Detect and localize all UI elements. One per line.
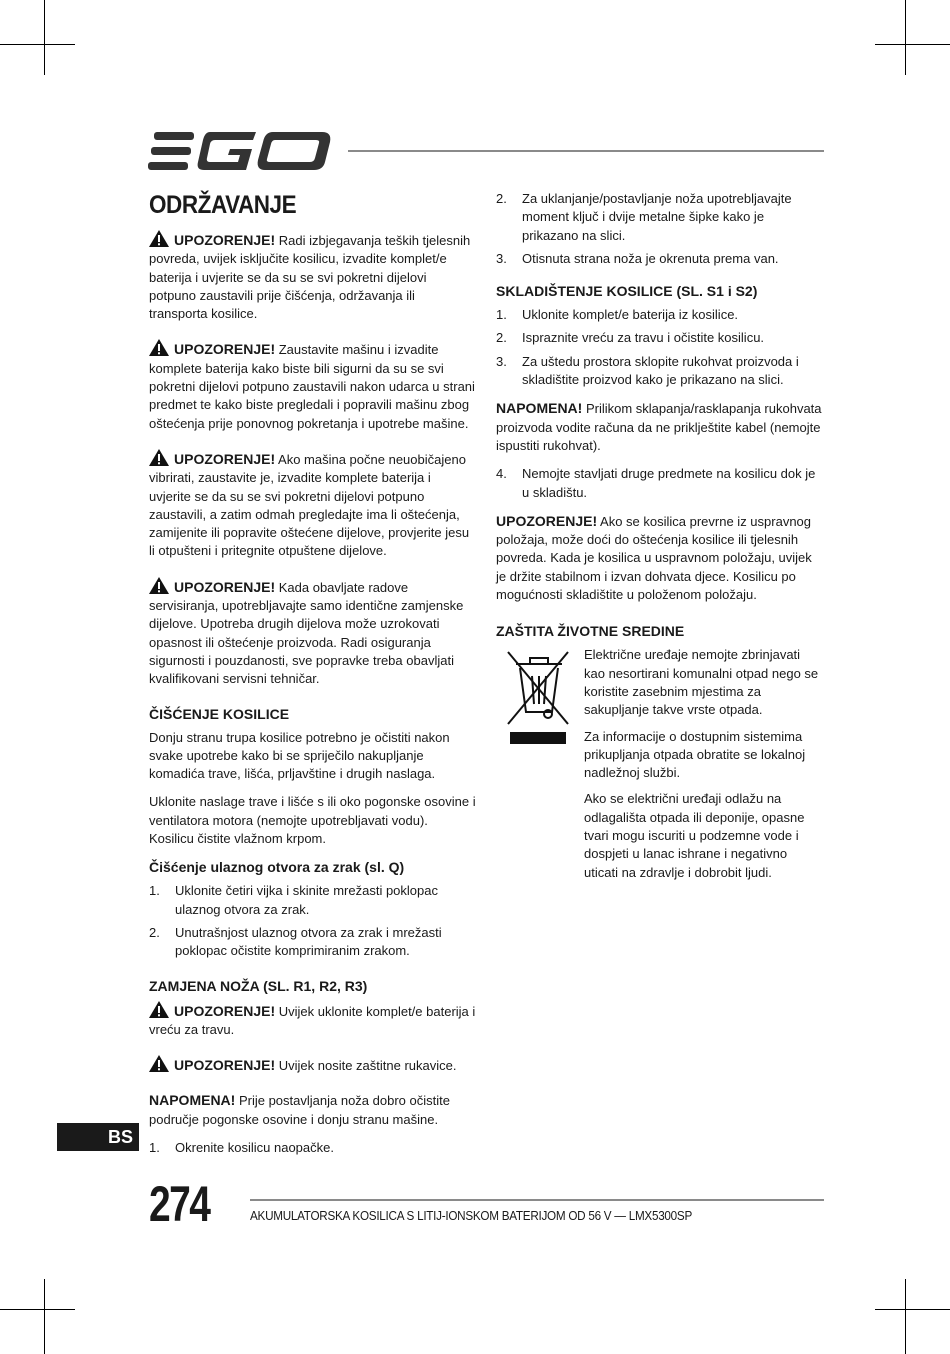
warning-label: UPOZORENJE! <box>496 512 598 529</box>
left-column <box>149 190 476 1167</box>
crop-mark <box>0 44 75 45</box>
warning-paragraph <box>149 1055 476 1075</box>
page-title: ODRŽAVANJE <box>149 191 297 219</box>
list-text: Otisnuta strana noža je okrenuta prema van. <box>522 250 779 266</box>
warning-label: UPOZORENJE! <box>174 1002 276 1019</box>
warning-paragraph <box>496 512 824 604</box>
warning-triangle-icon <box>149 230 169 247</box>
list-number: 2. <box>496 191 507 206</box>
body-paragraph: Donju stranu trupa kosilice potrebno je očistiti nakon svake upotrebe kako bi se spriječilo nakupljanje komadića trave, lišća, prljavštine i drugih naslaga. <box>149 729 450 782</box>
note-text: Prije postavljanja noža dobro očistite područje pogonske osovine i donju stranu mašine. <box>149 1093 450 1127</box>
footer-product-title: AKUMULATORSKA KOSILICA S LITIJ-IONSKOM BATERIJOM OD 56 V — LMX5300SP <box>250 1208 692 1223</box>
warning-paragraph <box>149 339 476 432</box>
list-item <box>496 190 824 245</box>
crop-mark <box>905 1279 906 1354</box>
list-number: 3. <box>496 250 507 266</box>
warning-triangle-icon <box>149 449 169 466</box>
numbered-list <box>149 1139 476 1157</box>
list-item <box>149 1139 476 1157</box>
list-number: 1. <box>149 1139 160 1155</box>
warning-triangle-icon <box>149 339 169 356</box>
list-item <box>496 250 824 268</box>
list-item <box>149 924 476 961</box>
body-paragraph: Električne uređaje nemojte zbrinjavati kao nesortirani komunalni otpad nego se koristite zasebnim mjestima za sakupljanje takve vrste otpada. <box>584 647 819 718</box>
warning-triangle-icon <box>149 577 169 594</box>
list-item <box>149 882 476 919</box>
warning-label: UPOZORENJE! <box>174 578 276 595</box>
section-heading-cleaning: ČIŠĆENJE KOSILICE <box>149 705 290 722</box>
list-text: Ispraznite vreću za travu i očistite kosilicu. <box>522 330 765 346</box>
page-number: 274 <box>149 1176 210 1232</box>
header-rule <box>348 150 824 152</box>
list-text: Nemojte stavljati druge predmete na kosilicu dok je u skladištu. <box>522 466 816 500</box>
crop-mark <box>875 44 950 45</box>
section-heading-environment: ZAŠTITA ŽIVOTNE SREDINE <box>496 623 685 640</box>
body-paragraph: Za informacije o dostupnim sistemima prikupljanja otpada obratite se lokalnoj nadležnoj službi. <box>584 728 806 781</box>
list-text: Za uklanjanje/postavljanje noža upotrebljavajte moment ključ i dvije metalne šipke kako je prikazano na slici. <box>522 191 792 243</box>
list-number: 3. <box>496 353 507 369</box>
warning-paragraph <box>149 230 476 323</box>
warning-paragraph <box>149 1001 476 1040</box>
list-text: Okrenite kosilicu naopačke. <box>175 1139 334 1155</box>
right-column <box>496 190 824 890</box>
list-text: Uklonite komplet/e baterija iz kosilice. <box>522 307 739 323</box>
warning-triangle-icon <box>149 1055 169 1072</box>
numbered-list <box>496 465 824 502</box>
environment-block <box>496 646 824 890</box>
crossed-out-wheelie-bin-icon <box>496 646 584 890</box>
warning-label: UPOZORENJE! <box>174 1057 276 1074</box>
warning-text: Ako se kosilica prevrne iz uspravnog položaja, može doći do oštećenja kosilice ili tjelesnih povreda. Kada je kosilica u uspravnom položaju, uvijek je držite stabilnom i izvan dohvata djece. Kosilicu po mogućnosti skladištite u položenom položaju. <box>496 513 812 603</box>
crop-mark <box>44 1279 45 1354</box>
crop-mark <box>875 1309 950 1310</box>
numbered-list <box>149 882 476 960</box>
list-item <box>496 306 824 324</box>
warning-label: UPOZORENJE! <box>174 232 276 248</box>
note-text: Prilikom sklapanja/rasklapanja rukohvata proizvoda vodite računa da ne priklještite kabel (nemojte ispustiti rukohvat). <box>496 401 822 453</box>
note-paragraph <box>496 399 824 455</box>
list-number: 2. <box>496 330 507 346</box>
warning-label: UPOZORENJE! <box>174 450 276 467</box>
subheading-air-intake: Čišćenje ulaznog otvora za zrak (sl. Q) <box>149 859 405 876</box>
list-text: Za uštedu prostora sklopite rukohvat proizvoda i skladištite proizvod kako je prikazano na slici. <box>522 353 799 388</box>
list-number: 1. <box>149 883 160 899</box>
note-label: NAPOMENA! <box>149 1092 236 1109</box>
warning-text: Uvijek uklonite komplet/e baterija i vreću za travu. <box>149 1003 476 1037</box>
list-number: 1. <box>496 307 507 323</box>
crop-mark <box>905 0 906 75</box>
note-label: NAPOMENA! <box>496 400 583 417</box>
warning-text: Uvijek nosite zaštitne rukavice. <box>275 1058 457 1074</box>
warning-triangle-icon <box>149 1001 169 1018</box>
environment-text <box>584 646 824 890</box>
warning-text: Radi izbjegavanja teških tjelesnih povreda, uvijek isključite kosilicu, izvadite komplet/e baterija i uvjerite se da su se svi pokretni dijelovi potpuno zaustavili prije čišćenja, održavanja ili transporta kosilice. <box>149 233 471 322</box>
language-tab: BS <box>57 1123 139 1151</box>
footer-rule <box>250 1199 824 1201</box>
body-paragraph: Ako se električni uređaji odlažu na odlagališta otpada ili deponije, opasne tvari mogu iscuriti u podzemne vode i dospjeti u lanac ishrane i negativno uticati na zdravlje i dobrobit ljudi. <box>584 791 805 880</box>
crop-mark <box>44 0 45 75</box>
list-text: Uklonite četiri vijka i skinite mrežasti poklopac ulaznog otvora za zrak. <box>175 883 438 917</box>
crop-mark <box>0 1309 75 1310</box>
note-paragraph <box>149 1091 476 1129</box>
warning-text: Kada obavljate radove servisiranja, upotrebljavajte samo identične zamjenske dijelove. Upotreba drugih dijelova može uzrokovati opasnost ili oštećenje proizvoda. Radi osiguranja sigurnosti i pouzdanosti, sve popravke treba obavljati kvalifikovani servisni tehničar. <box>149 579 464 687</box>
warning-text: Ako mašina počne neuobičajeno vibrirati, zaustavite je, izvadite komplete baterija i uvjerite se da su se svi pokretni dijelovi potpuno zaustavili, a zatim odmah pregledajte ima li oštećenja, zamijenite ili popravite oštećene dijelove, provjerite jesu li otpušteni i pritegnite otpuštene dijelove. <box>149 451 470 559</box>
warning-paragraph <box>149 577 476 689</box>
numbered-list <box>496 190 824 268</box>
warning-paragraph <box>149 449 476 561</box>
list-item <box>496 353 824 390</box>
section-heading-storage: SKLADIŠTENJE KOSILICE (SL. S1 i S2) <box>496 283 758 300</box>
section-heading-blade: ZAMJENA NOŽA (SL. R1, R2, R3) <box>149 977 368 994</box>
warning-text: Zaustavite mašinu i izvadite komplete baterija kako biste bili sigurni da su se svi pokretni dijelovi potpuno zaustavili nakon udarca u strani predmet te kako biste pregledali i popravili mašinu zbog oštećenja prije ponovnog pokretanja i upotrebe mašine. <box>149 342 475 431</box>
body-paragraph: Uklonite naslage trave i lišće s ili oko pogonske osovine i ventilatora motora (nemojte upotrebljavati vodu). Kosilicu čistite vlažnom krpom. <box>149 794 476 847</box>
list-number: 2. <box>149 924 160 940</box>
list-number: 4. <box>496 466 507 482</box>
list-text: Unutrašnjost ulaznog otvora za zrak i mrežasti poklopac očistite komprimiranim zrakom. <box>175 924 442 959</box>
numbered-list <box>496 306 824 389</box>
list-item <box>496 329 824 347</box>
warning-label: UPOZORENJE! <box>174 341 276 358</box>
ego-logo <box>148 130 332 177</box>
list-item <box>496 465 824 502</box>
